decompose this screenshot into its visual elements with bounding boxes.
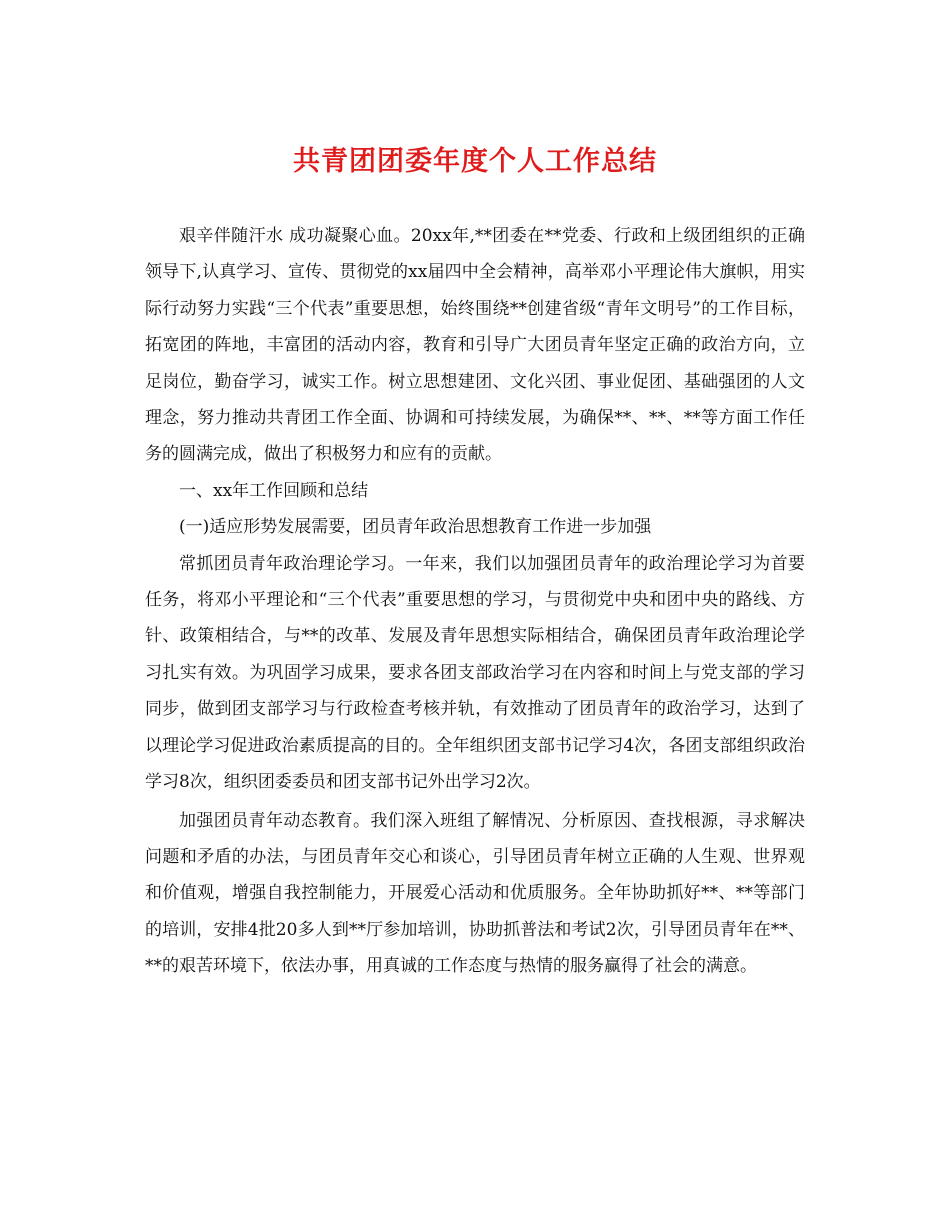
body-paragraph: 常抓团员青年政治理论学习。一年来，我们以加强团员青年的政治理论学习为首要任务，将邓小平理论和“三个代表”重要思想的学习，与贯彻党中央和团中央的路线、方针、政策相结合，与**的改革、发展及青年思想实际相结合，确保团员青年政治理论学习扎实有效。为巩固学习成果，要求各团支部政治学习在内容和时间上与党支部的学习同步，做到团支部学习与行政检查考核并轨，有效推动了团员青年的政治学习，达到了以理论学习促进政治素质提高的目的。全年组织团支部书记学习4次，各团支部组织政治学习8次，组织团委委员和团支部书记外出学习2次。 xyxy=(145,553,805,793)
intro-paragraph: 艰辛伴随汗水 成功凝聚心血。20xx年,**团委在**党委、行政和上级团组织的正确领导下,认真学习、宣传、贯彻党的xx届四中全会精神，高举邓小平理论伟大旗帜，用实际行动努力实践“三个代表”重要思想，始终围绕**创建省级“青年文明号”的工作目标，拓宽团的阵地，丰富团的活动内容，教育和引导广大团员青年坚定正确的政治方向，立足岗位，勤奋学习，诚实工作。树立思想建团、文化兴团、事业促团、基础强团的人文理念，努力推动共青团工作全面、协调和可持续发展，为确保**、**、**等方面工作任务的圆满完成，做出了积极努力和应有的贡献。 xyxy=(145,226,805,465)
document-title: 共青团团委年度个人工作总结 xyxy=(293,146,657,177)
subsection-heading: (一)适应形势发展需要，团员青年政治思想教育工作进一步加强 xyxy=(179,517,652,538)
section-heading: 一、xx年工作回顾和总结 xyxy=(179,480,369,501)
document-body xyxy=(145,218,805,985)
body-paragraph: 加强团员青年动态教育。我们深入班组了解情况、分析原因、查找根源，寻求解决问题和矛盾的办法，与团员青年交心和谈心，引导团员青年树立正确的人生观、世界观和价值观，增强自我控制能力，开展爱心活动和优质服务。全年协助抓好**、**等部门的培训，安排4批20多人到**厅参加培训，协助抓普法和考试2次，引导团员青年在**、**的艰苦环境下，依法办事，用真诚的工作态度与热情的服务赢得了社会的满意。 xyxy=(145,810,805,977)
